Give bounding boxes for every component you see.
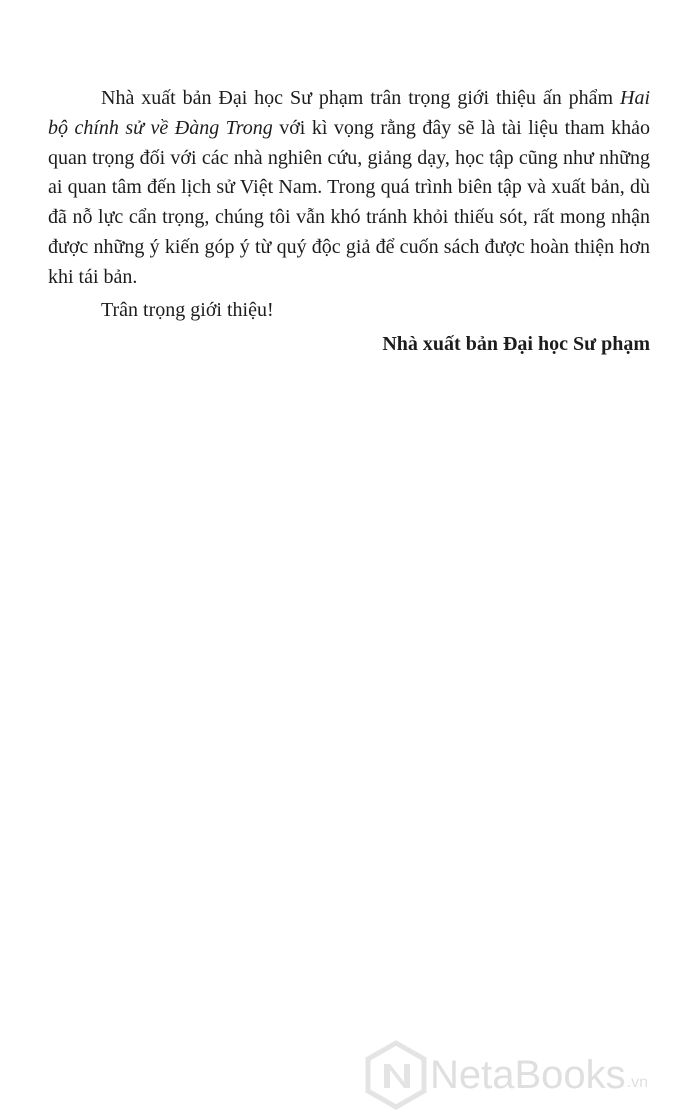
paragraph-start: Nhà xuất bản Đại học Sư phạm trân trọng giới thiệu ấn phẩm [101, 87, 620, 109]
watermark-suffix: .vn [626, 1074, 649, 1091]
netabooks-watermark [364, 1040, 648, 1110]
publisher-signature: Nhà xuất bản Đại học Sư phạm [382, 333, 650, 356]
watermark-brand: NetaBooks [430, 1053, 626, 1097]
introduction-paragraph [48, 84, 650, 293]
paragraph-rest: với kì vọng rằng đây sẽ là tài liệu tham khảo quan trọng đối với các nhà nghiên cứu, giảng dạy, học tập cũng như những ai quan tâm đến lịch sử Việt Nam. Trong quá trình biên tập và xuất bản, dù đã nỗ lực cẩn trọng, chúng tôi vẫn khó tránh khỏi thiếu sót, rất mong nhận được những ý kiến góp ý từ quý độc giả để cuốn sách được hoàn thiện hơn khi tái bản. [48, 116, 650, 288]
document-body [48, 84, 650, 360]
book-title: Hai bộ chính sử về Đàng Trong [48, 87, 650, 139]
netabooks-logo-icon [364, 1040, 428, 1110]
closing-line: Trân trọng giới thiệu! [101, 298, 274, 321]
